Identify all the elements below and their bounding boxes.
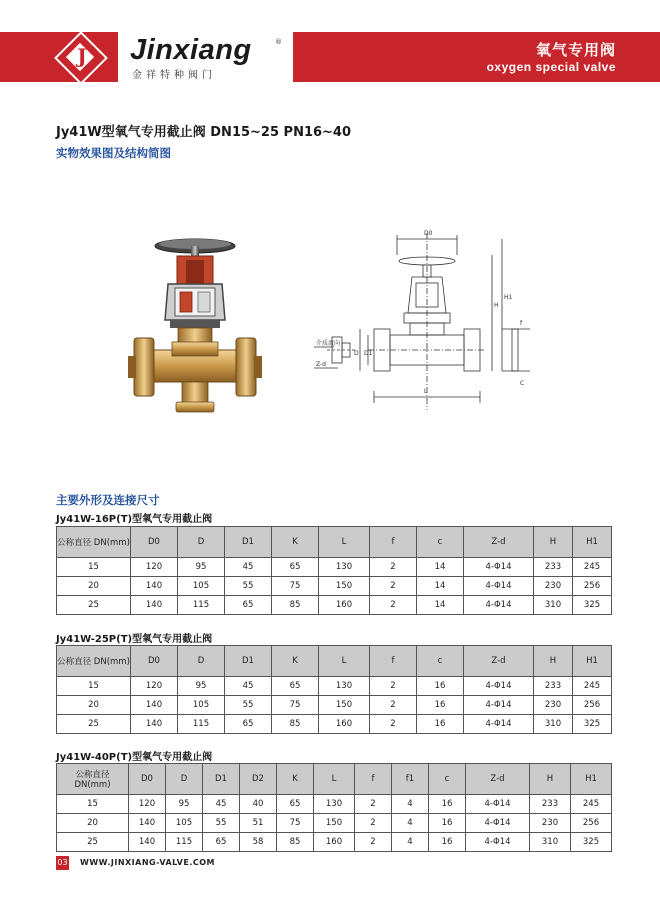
cell: 16 [429, 814, 466, 833]
cell: 16 [417, 715, 464, 734]
cell: 65 [277, 795, 314, 814]
cell: 140 [129, 833, 166, 852]
cell: 75 [277, 814, 314, 833]
spec-table-1 [56, 526, 612, 615]
cell: 4-Φ14 [464, 696, 534, 715]
header-cell: D1 [203, 764, 240, 795]
cell: 65 [203, 833, 240, 852]
header-cell: D0 [131, 527, 178, 558]
cell: 75 [272, 696, 319, 715]
cell: 45 [225, 558, 272, 577]
cell: 16 [429, 833, 466, 852]
label-d1: D1 [364, 350, 373, 357]
cell: 160 [314, 833, 355, 852]
label-l: L [424, 388, 428, 395]
cell: 150 [314, 814, 355, 833]
header-cell: 公称直径 DN(mm) [57, 646, 131, 677]
cell: 40 [240, 795, 277, 814]
cell: 2 [370, 577, 417, 596]
cell: 230 [530, 814, 571, 833]
cell: 2 [370, 596, 417, 615]
cell: 4-Φ14 [464, 715, 534, 734]
header-cell: D [178, 646, 225, 677]
cell: 4-Φ14 [466, 833, 530, 852]
cell: 51 [240, 814, 277, 833]
cell: 115 [178, 715, 225, 734]
cell: 65 [225, 596, 272, 615]
header-cell: H [530, 764, 571, 795]
cell: 120 [129, 795, 166, 814]
logo-letter: J [77, 44, 87, 68]
header-cell: D [178, 527, 225, 558]
cell: 230 [534, 696, 573, 715]
cell: 4 [392, 795, 429, 814]
cell: 16 [429, 795, 466, 814]
cell: 256 [573, 577, 612, 596]
cell: 58 [240, 833, 277, 852]
cell: 120 [131, 558, 178, 577]
cell: 245 [573, 677, 612, 696]
cell: 245 [571, 795, 612, 814]
cell: 140 [131, 577, 178, 596]
label-zd: Z-d [316, 361, 326, 368]
header-cell: H1 [571, 764, 612, 795]
header-cell: f [370, 646, 417, 677]
website-url: WWW.JINXIANG-VALVE.COM [80, 858, 216, 867]
cell: 2 [370, 696, 417, 715]
cell: 14 [417, 577, 464, 596]
cell: 2 [370, 715, 417, 734]
cell: 130 [314, 795, 355, 814]
table-row [57, 558, 612, 577]
header-cell: Z-d [464, 527, 534, 558]
cell: 256 [573, 696, 612, 715]
table-row [57, 677, 612, 696]
header-product-en: oxygen special valve [486, 60, 616, 74]
table-2-title: Jy41W-25P(T)型氧气专用截止阀 [56, 634, 213, 645]
cell: 160 [319, 715, 370, 734]
valve-photo [120, 220, 270, 425]
label-d0: D0 [424, 230, 433, 237]
spec-table-2 [56, 645, 612, 734]
table-header-row [57, 646, 612, 677]
label-flow: 介质流向 [316, 340, 341, 347]
cell: 25 [57, 833, 129, 852]
page-number: 03 [56, 856, 69, 870]
cell: 16 [417, 696, 464, 715]
cell: 45 [225, 677, 272, 696]
cell: 233 [530, 795, 571, 814]
label-d: D [354, 350, 359, 357]
cell: 65 [272, 677, 319, 696]
cell: 115 [178, 596, 225, 615]
cell: 140 [129, 814, 166, 833]
cell: 15 [57, 677, 131, 696]
page-subtitle: 实物效果图及结构简图 [56, 146, 171, 160]
table-row [57, 696, 612, 715]
cell: 325 [573, 596, 612, 615]
cell: 233 [534, 558, 573, 577]
cell: 45 [203, 795, 240, 814]
header-product-cn: 氧气专用阀 [535, 41, 616, 59]
cell: 310 [530, 833, 571, 852]
header-cell: L [314, 764, 355, 795]
cell: 20 [57, 696, 131, 715]
cell: 20 [57, 814, 129, 833]
cell: 14 [417, 558, 464, 577]
cell: 150 [319, 696, 370, 715]
cell: 105 [166, 814, 203, 833]
table-row [57, 715, 612, 734]
cell: 95 [178, 558, 225, 577]
header-cell: H1 [573, 527, 612, 558]
table-row [57, 577, 612, 596]
label-h1: H1 [504, 294, 513, 301]
header-cell: c [429, 764, 466, 795]
cell: 55 [203, 814, 240, 833]
table-row [57, 596, 612, 615]
header-cell: D2 [240, 764, 277, 795]
label-f: f [520, 320, 523, 327]
cell: 75 [272, 577, 319, 596]
header-cell: D0 [129, 764, 166, 795]
spec-table-3 [56, 763, 612, 852]
header-cell: D [166, 764, 203, 795]
cell: 14 [417, 596, 464, 615]
brand-name: Jinxiang [130, 34, 252, 66]
cell: 256 [571, 814, 612, 833]
cell: 140 [131, 596, 178, 615]
cell: 2 [370, 558, 417, 577]
cell: 230 [534, 577, 573, 596]
cell: 105 [178, 696, 225, 715]
cell: 85 [277, 833, 314, 852]
cell: 4-Φ14 [464, 677, 534, 696]
cell: 95 [178, 677, 225, 696]
cell: 85 [272, 715, 319, 734]
header-cell: Z-d [466, 764, 530, 795]
cell: 160 [319, 596, 370, 615]
cell: 55 [225, 696, 272, 715]
cell: 245 [573, 558, 612, 577]
cell: 55 [225, 577, 272, 596]
cell: 4-Φ14 [464, 558, 534, 577]
cell: 4 [392, 833, 429, 852]
header-cell: Z-d [464, 646, 534, 677]
header-cell: H [534, 527, 573, 558]
table-3-title: Jy41W-40P(T)型氧气专用截止阀 [56, 752, 213, 763]
structure-drawing [312, 225, 547, 425]
table-row [57, 814, 612, 833]
section-title: 主要外形及连接尺寸 [56, 493, 160, 507]
registered-mark: ® [275, 38, 282, 46]
cell: 4-Φ14 [464, 596, 534, 615]
header-cell: L [319, 527, 370, 558]
brand-subtitle: 金祥特种阀门 [132, 70, 216, 81]
header-cell: f1 [392, 764, 429, 795]
cell: 95 [166, 795, 203, 814]
table-header-row [57, 764, 612, 795]
cell: 233 [534, 677, 573, 696]
header-cell: K [272, 527, 319, 558]
header-cell: 公称直径 DN(mm) [57, 527, 131, 558]
header-cell: f [355, 764, 392, 795]
cell: 105 [178, 577, 225, 596]
cell: 15 [57, 795, 129, 814]
label-c: C [520, 380, 525, 387]
header-cell: c [417, 646, 464, 677]
cell: 65 [272, 558, 319, 577]
cell: 4-Φ14 [466, 814, 530, 833]
page-title: Jy41W型氧气专用截止阀 DN15~25 PN16~40 [56, 125, 352, 140]
table-header-row [57, 527, 612, 558]
table-row [57, 833, 612, 852]
cell: 16 [417, 677, 464, 696]
cell: 2 [355, 833, 392, 852]
cell: 115 [166, 833, 203, 852]
cell: 2 [355, 814, 392, 833]
brand-box [118, 32, 293, 82]
cell: 15 [57, 558, 131, 577]
header-cell: H [534, 646, 573, 677]
header-cell: D1 [225, 527, 272, 558]
header-cell: L [319, 646, 370, 677]
cell: 130 [319, 558, 370, 577]
cell: 150 [319, 577, 370, 596]
cell: 65 [225, 715, 272, 734]
header-cell: c [417, 527, 464, 558]
cell: 310 [534, 715, 573, 734]
header-cell: D0 [131, 646, 178, 677]
cell: 2 [355, 795, 392, 814]
cell: 4-Φ14 [466, 795, 530, 814]
cell: 25 [57, 596, 131, 615]
table-row [57, 795, 612, 814]
header-band [0, 32, 660, 82]
cell: 130 [319, 677, 370, 696]
cell: 140 [131, 715, 178, 734]
header-cell: f [370, 527, 417, 558]
cell: 4-Φ14 [464, 577, 534, 596]
header-cell: K [277, 764, 314, 795]
header-cell: 公称直径 DN(mm) [57, 764, 129, 795]
header-cell: H1 [573, 646, 612, 677]
cell: 85 [272, 596, 319, 615]
cell: 25 [57, 715, 131, 734]
header-cell: K [272, 646, 319, 677]
header-cell: D1 [225, 646, 272, 677]
cell: 140 [131, 696, 178, 715]
table-1-title: Jy41W-16P(T)型氧气专用截止阀 [56, 514, 213, 525]
cell: 2 [370, 677, 417, 696]
cell: 325 [571, 833, 612, 852]
cell: 20 [57, 577, 131, 596]
cell: 120 [131, 677, 178, 696]
cell: 325 [573, 715, 612, 734]
label-h: H [494, 302, 499, 309]
cell: 310 [534, 596, 573, 615]
cell: 4 [392, 814, 429, 833]
logo [48, 32, 118, 82]
